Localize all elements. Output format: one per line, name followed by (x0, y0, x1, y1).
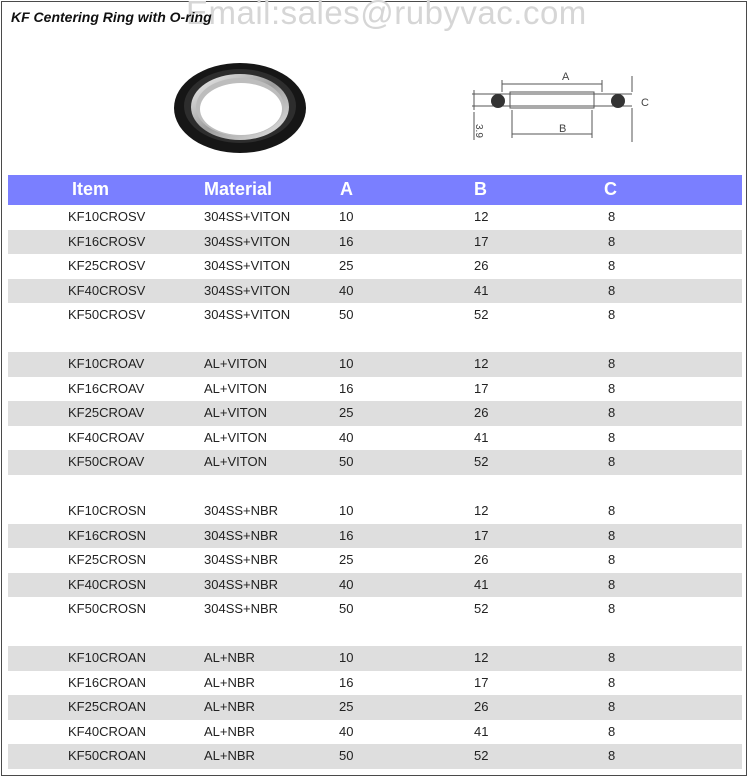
cell-a: 50 (339, 601, 354, 616)
cell-item: KF40CROSN (68, 576, 147, 592)
cell-material: AL+VITON (204, 454, 267, 469)
table-row (8, 303, 742, 328)
cell-a: 40 (339, 429, 354, 445)
header-b: B (474, 179, 487, 199)
table-row (8, 352, 742, 377)
cell-a: 50 (339, 748, 354, 763)
cell-c: 8 (608, 405, 616, 420)
table-row (8, 573, 742, 598)
table-row (8, 548, 742, 573)
cell-material: AL+NBR (204, 723, 255, 739)
cell-a: 40 (339, 576, 354, 592)
table-row (8, 328, 742, 353)
header-c: C (604, 179, 617, 199)
cell-a: 10 (339, 209, 354, 224)
cell-item: KF10CROAN (68, 650, 147, 665)
page-title: KF Centering Ring with O-ring (11, 9, 212, 25)
cell-c: 8 (608, 503, 616, 518)
table-row (8, 622, 742, 647)
cell-item: KF10CROSN (68, 503, 147, 518)
cell-c: 8 (608, 356, 616, 371)
header-a: A (340, 179, 353, 199)
dim-a-label: A (562, 71, 570, 83)
cross-section-drawing (462, 62, 662, 152)
cell-item: KF40CROAV (68, 429, 145, 445)
cell-item: KF16CROAN (68, 674, 147, 690)
table-row (8, 401, 742, 426)
cell-item: KF40CROSV (68, 282, 146, 298)
cell-c: 8 (608, 723, 616, 739)
cell-material: 304SS+NBR (204, 552, 279, 567)
table-row (8, 426, 742, 451)
cell-material: 304SS+VITON (204, 233, 291, 249)
cell-material: 304SS+NBR (204, 527, 279, 543)
cell-c: 8 (608, 650, 616, 665)
cell-a: 50 (339, 307, 354, 322)
cell-item: KF10CROSV (68, 209, 146, 224)
table-row (8, 597, 742, 622)
cell-b: 12 (474, 356, 489, 371)
cell-a: 10 (339, 650, 354, 665)
table-row (8, 695, 742, 720)
cell-material: 304SS+VITON (204, 258, 291, 273)
cell-b: 41 (474, 282, 489, 298)
cell-b: 26 (474, 699, 489, 714)
cell-c: 8 (608, 209, 616, 224)
cell-item: KF25CROSN (68, 552, 147, 567)
cell-c: 8 (608, 552, 616, 567)
cell-b: 52 (474, 748, 489, 763)
dim-c-label: C (641, 97, 649, 109)
cell-b: 17 (474, 674, 489, 690)
cell-a: 16 (339, 233, 354, 249)
cell-item: KF50CROSV (68, 307, 146, 322)
cell-c: 8 (608, 258, 616, 273)
table-row (8, 671, 742, 696)
cell-a: 40 (339, 282, 354, 298)
cell-b: 17 (474, 233, 489, 249)
cell-item: KF50CROSN (68, 601, 147, 616)
cell-c: 8 (608, 601, 616, 616)
cell-material: AL+NBR (204, 650, 255, 665)
cell-b: 26 (474, 405, 489, 420)
cell-b: 41 (474, 429, 489, 445)
cell-a: 10 (339, 356, 354, 371)
table-row (8, 450, 742, 475)
cell-a: 10 (339, 503, 354, 518)
cell-c: 8 (608, 454, 616, 469)
cell-material: AL+NBR (204, 699, 255, 714)
cell-b: 41 (474, 723, 489, 739)
cell-material: 304SS+NBR (204, 503, 279, 518)
cell-b: 12 (474, 209, 489, 224)
cell-c: 8 (608, 380, 616, 396)
email-watermark: Email:sales@rubyvac.com (186, 0, 587, 31)
cell-c: 8 (608, 282, 616, 298)
cell-item: KF25CROAV (68, 405, 145, 420)
dim-b-label: B (559, 123, 567, 135)
cell-material: 304SS+NBR (204, 601, 279, 616)
cell-b: 12 (474, 503, 489, 518)
cell-a: 25 (339, 405, 354, 420)
cell-a: 40 (339, 723, 354, 739)
cell-b: 52 (474, 307, 489, 322)
table-row (8, 377, 742, 402)
spec-table-body (8, 205, 742, 769)
header-material: Material (204, 179, 273, 199)
cell-c: 8 (608, 576, 616, 592)
cell-item: KF16CROAV (68, 380, 145, 396)
cell-c: 8 (608, 307, 616, 322)
table-row (8, 524, 742, 549)
cell-item: KF25CROSV (68, 258, 146, 273)
dim-thickness-label: 3.9 (473, 124, 484, 138)
cell-material: AL+VITON (204, 429, 267, 445)
cell-c: 8 (608, 527, 616, 543)
table-row (8, 475, 742, 500)
cell-item: KF16CROSN (68, 527, 147, 543)
cell-b: 17 (474, 527, 489, 543)
table-row (8, 254, 742, 279)
cell-material: AL+VITON (204, 380, 267, 396)
cell-item: KF25CROAN (68, 699, 147, 714)
cell-a: 16 (339, 380, 354, 396)
cell-b: 26 (474, 552, 489, 567)
cell-a: 25 (339, 552, 354, 567)
cell-item: KF40CROAN (68, 723, 147, 739)
cell-a: 16 (339, 527, 354, 543)
cell-c: 8 (608, 233, 616, 249)
cell-material: AL+NBR (204, 748, 255, 763)
cell-item: KF16CROSV (68, 233, 146, 249)
table-row (8, 499, 742, 524)
cell-b: 26 (474, 258, 489, 273)
header-item: Item (72, 179, 110, 199)
table-row (8, 230, 742, 255)
table-row (8, 205, 742, 230)
cell-b: 41 (474, 576, 489, 592)
table-row (8, 279, 742, 304)
cell-a: 25 (339, 258, 354, 273)
cell-material: 304SS+NBR (204, 576, 279, 592)
cell-c: 8 (608, 429, 616, 445)
cell-item: KF50CROAN (68, 748, 147, 763)
cell-c: 8 (608, 674, 616, 690)
cell-a: 16 (339, 674, 354, 690)
cell-c: 8 (608, 748, 616, 763)
table-row (8, 744, 742, 769)
cell-material: AL+VITON (204, 405, 267, 420)
cell-material: AL+NBR (204, 674, 255, 690)
cell-material: 304SS+VITON (204, 209, 291, 224)
cell-a: 25 (339, 699, 354, 714)
cell-a: 50 (339, 454, 354, 469)
cell-b: 52 (474, 454, 489, 469)
table-header (8, 175, 742, 205)
cell-b: 17 (474, 380, 489, 396)
cell-item: KF50CROAV (68, 454, 145, 469)
cell-b: 52 (474, 601, 489, 616)
table-row (8, 646, 742, 671)
cell-b: 12 (474, 650, 489, 665)
centering-ring-photo (170, 60, 310, 156)
cell-material: 304SS+VITON (204, 307, 291, 322)
table-row (8, 720, 742, 745)
cell-item: KF10CROAV (68, 356, 145, 371)
cell-c: 8 (608, 699, 616, 714)
cell-material: AL+VITON (204, 356, 267, 371)
cell-material: 304SS+VITON (204, 282, 291, 298)
